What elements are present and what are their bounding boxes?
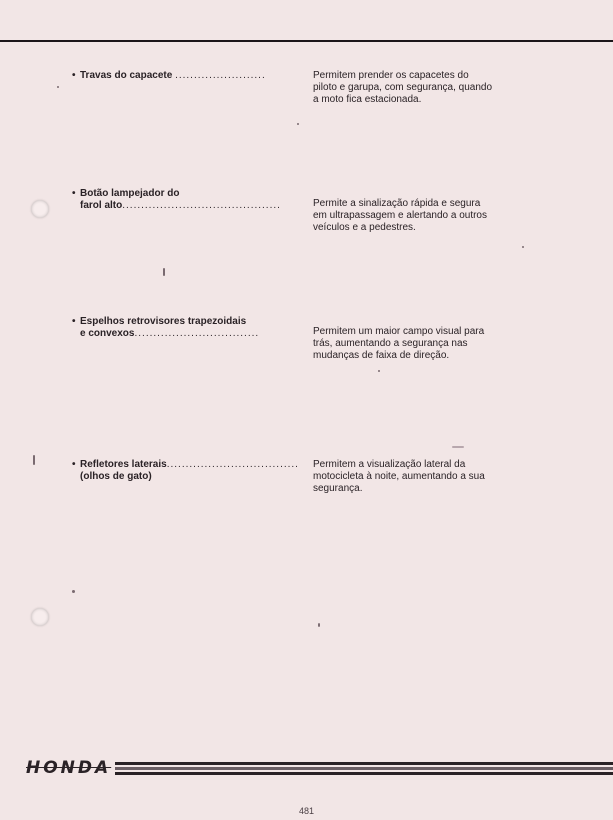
brand-band	[22, 758, 613, 778]
feature-title	[72, 188, 300, 212]
page-number: 481	[298, 806, 315, 816]
paper-speck	[57, 86, 59, 88]
paper-speck	[72, 590, 75, 593]
dot-leader: ..........................................	[122, 200, 281, 211]
feature-description: Permite a sinalização rápida e segura em ultrapassagem e alertando a outros veículos e a pedestres.	[313, 198, 487, 233]
top-rule	[0, 40, 613, 42]
feature-title-line: (olhos de gato)	[80, 471, 152, 482]
bullet-icon: •	[72, 459, 76, 470]
bullet-icon: •	[72, 316, 76, 327]
feature-title-line: Espelhos retrovisores trapezoidais	[80, 316, 247, 327]
bullet-icon: •	[72, 188, 76, 199]
paper-speck	[318, 623, 320, 627]
feature-description: Permitem a visualização lateral da motocicleta à noite, aumentando a sua segurança.	[313, 459, 485, 494]
feature-title-line: Botão lampejador do	[80, 188, 180, 199]
feature-title	[72, 316, 300, 340]
paper-speck	[33, 455, 35, 465]
paper-speck	[522, 246, 524, 248]
paper-speck	[378, 370, 380, 372]
feature-title	[72, 70, 300, 82]
feature-title-line: Refletores laterais	[80, 459, 167, 470]
feature-title-line: e convexos	[80, 328, 135, 339]
bullet-icon: •	[72, 70, 76, 81]
binder-hole	[31, 608, 49, 626]
feature-description: Permitem prender os capacetes do piloto e garupa, com segurança, quando a moto fica estacionada.	[313, 70, 493, 105]
feature-title-line: farol alto	[80, 200, 123, 211]
dot-leader: ........................	[175, 70, 266, 81]
paper-speck	[452, 446, 464, 448]
feature-title	[72, 459, 300, 483]
paper-speck	[163, 268, 165, 276]
binder-hole	[31, 200, 49, 218]
feature-description: Permitem um maior campo visual para trás, aumentando a segurança nas mudanças de faixa de direção.	[313, 326, 485, 361]
paper-speck	[297, 123, 299, 125]
dot-leader: ...................................	[166, 459, 299, 470]
feature-title-line: Travas do capacete	[80, 70, 173, 81]
honda-logo: HONDA	[22, 758, 115, 778]
dot-leader: .................................	[134, 328, 260, 339]
